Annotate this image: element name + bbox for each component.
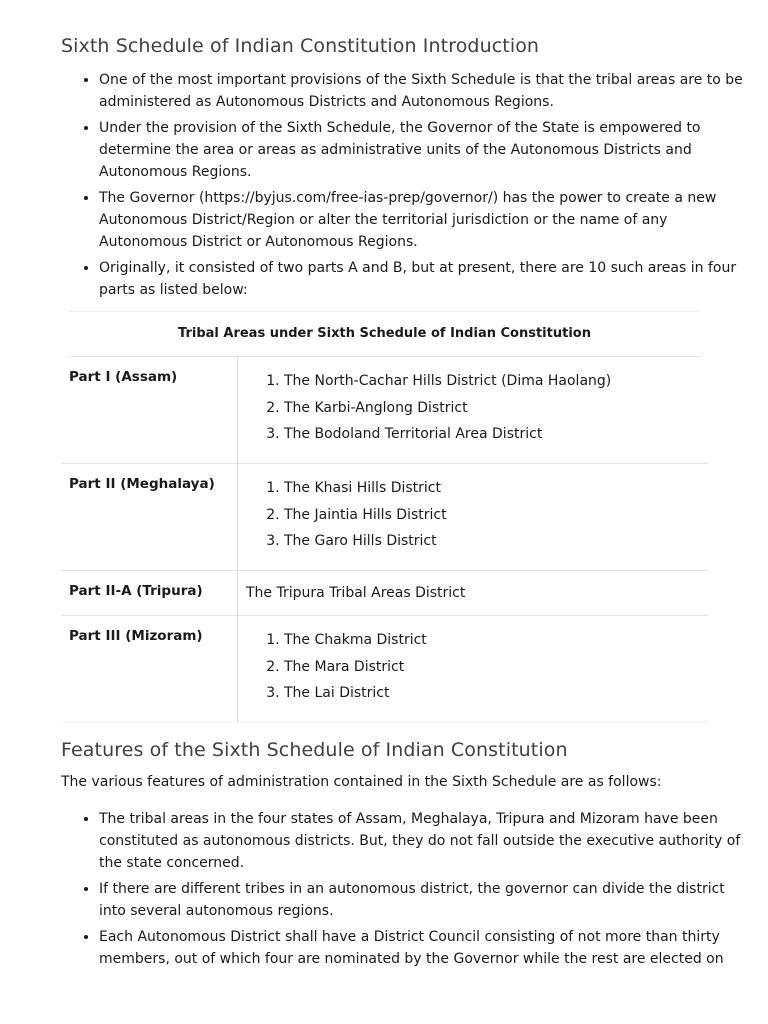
intro-bullet-list (61, 69, 749, 305)
area-item: 3. The Garo Hills District (284, 528, 708, 555)
intro-heading: Sixth Schedule of Indian Constitution Introduction (61, 35, 540, 57)
table-row (61, 464, 708, 571)
intro-bullet: • Originally, it consisted of two parts A and B, but at present, there are 10 such areas in four parts as listed below: (99, 257, 749, 301)
areas-cell (238, 616, 708, 722)
intro-bullet: • The Governor (https://byjus.com/free-ias-prep/governor/) has the power to create a new Autonomous District/Region or alter the territorial jurisdiction or the name of any Autonomous District or Autonomous Regions. (99, 187, 749, 253)
table-row (61, 571, 708, 616)
features-bullet: • Each Autonomous District shall have a District Council consisting of not more than thirty members, out of which four are nominated by the Governor while the rest are elected on (99, 926, 749, 970)
area-item: The Tripura Tribal Areas District (246, 585, 466, 601)
area-item: 3. The Lai District (284, 680, 708, 707)
part-cell: Part II (Meghalaya) (61, 464, 238, 570)
features-bullet: • The tribal areas in the four states of Assam, Meghalaya, Tripura and Mizoram have been constituted as autonomous districts. But, they do not fall outside the executive authority of the state concerned. (99, 808, 749, 874)
part-cell: Part II-A (Tripura) (61, 571, 238, 615)
intro-bullet: • Under the provision of the Sixth Schedule, the Governor of the State is empowered to determine the area or areas as administrative units of the Autonomous Districts and Autonomous Regions. (99, 117, 749, 183)
areas-list (246, 475, 708, 555)
features-bullet: • If there are different tribes in an autonomous district, the governor can divide the district into several autonomous regions. (99, 878, 749, 922)
table-row (61, 616, 708, 723)
areas-list (246, 627, 708, 707)
area-item: 1. The Khasi Hills District (284, 475, 708, 502)
features-heading: Features of the Sixth Schedule of Indian Constitution (61, 739, 568, 761)
part-cell: Part I (Assam) (61, 357, 238, 463)
part-cell: Part III (Mizoram) (61, 616, 238, 722)
areas-cell (238, 464, 708, 570)
areas-cell (238, 571, 708, 615)
features-intro-text: The various features of administration contained in the Sixth Schedule are as follows: (61, 774, 662, 790)
areas-list (246, 368, 708, 448)
areas-cell (238, 357, 708, 463)
area-item: 2. The Karbi-Anglong District (284, 395, 708, 422)
table-caption: Tribal Areas under Sixth Schedule of Indian Constitution (69, 311, 700, 357)
area-item: 2. The Jaintia Hills District (284, 502, 708, 529)
features-bullet-list (61, 808, 749, 974)
intro-bullet: • One of the most important provisions of the Sixth Schedule is that the tribal areas are to be administered as Autonomous Districts and Autonomous Regions. (99, 69, 749, 113)
table-row (61, 357, 708, 464)
area-item: 1. The Chakma District (284, 627, 708, 654)
area-item: 2. The Mara District (284, 654, 708, 681)
tribal-areas-table (61, 311, 708, 723)
area-item: 3. The Bodoland Territorial Area District (284, 421, 708, 448)
area-item: 1. The North-Cachar Hills District (Dima Haolang) (284, 368, 708, 395)
